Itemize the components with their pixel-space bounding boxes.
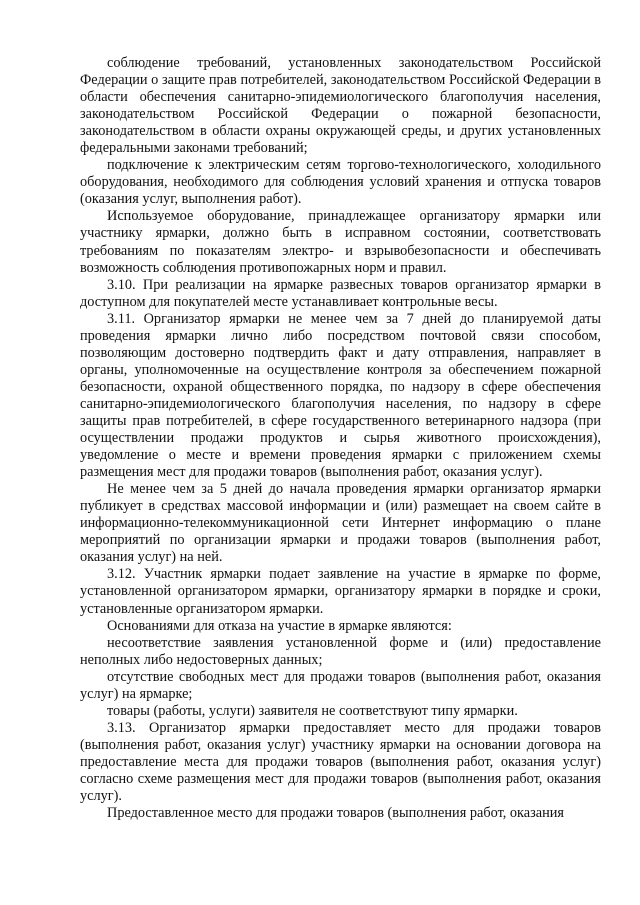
paragraph-refusal-form: несоответствие заявления установленной форме и (или) предоставление неполных либо недостоверных данных; [80, 634, 601, 668]
paragraph-3-13: 3.13. Организатор ярмарки предоставляет место для продажи товаров (выполнения работ, оказания услуг) участнику ярмарки на основании договора на предоставление места для продажи товаров (выполнения работ, оказания услуг) согласно схеме размещения мест для продажи товаров (выполнения работ, оказания услуг). [80, 719, 601, 805]
paragraph-publication: Не менее чем за 5 дней до начала проведения ярмарки организатор ярмарки публикует в средствах массовой информации и (или) размещает на своем сайте в информационно-телекоммуникационной сети Интернет информацию о плане мероприятий по организации ярмарки и продажи товаров (выполнения работ, оказания услуг) на ней. [80, 481, 601, 566]
paragraph-3-10: 3.10. При реализации на ярмарке развесных товаров организатор ярмарки в доступном для покупателей месте устанавливает контрольные весы. [80, 276, 601, 310]
paragraph-requirements-compliance: соблюдение требований, установленных законодательством Российской Федерации о защите прав потребителей, законодательством Российской Федерации в области обеспечения санитарно-эпидемиологического благополучия населения, законодательством Российской Федерации о пожарной безопасности, законодательством в области охраны окружающей среды, и других установленных федеральными законами требований; [80, 55, 601, 157]
paragraph-equipment: Используемое оборудование, принадлежащее организатору ярмарки или участнику ярмарки, должно быть в исправном состоянии, соответствовать требованиям по показателям электро- и взрывобезопасности и обеспечивать возможность соблюдения противопожарных норм и правил. [80, 208, 601, 276]
paragraph-refusal-no-places: отсутствие свободных мест для продажи товаров (выполнения работ, оказания услуг) на ярмарке; [80, 668, 601, 702]
paragraph-refusal-grounds: Основаниями для отказа на участие в ярмарке являются: [107, 617, 452, 634]
paragraph-provided-place: Предоставленное место для продажи товаров (выполнения работ, оказания [107, 805, 564, 822]
paragraph-electric-connection: подключение к электрическим сетям торгово-технологического, холодильного оборудования, необходимого для соблюдения условий хранения и отпуска товаров (оказания услуг, выполнения работ). [80, 157, 601, 208]
paragraph-refusal-type: товары (работы, услуги) заявителя не соответствуют типу ярмарки. [107, 702, 518, 719]
paragraph-3-11: 3.11. Организатор ярмарки не менее чем за 7 дней до планируемой даты проведения ярмарки лично либо посредством почтовой связи способом, позволяющим достоверно подтвердить факт и дату отправления, направляет в органы, уполномоченные на осуществление контроля за обеспечением пожарной безопасности, охраной общественного порядка, по надзору в сфере обеспечения санитарно-эпидемиологического благополучия населения, по надзору в сфере защиты прав потребителей, в сфере государственного ветеринарного надзора (при осуществлении продажи продуктов и сырья животного происхождения), уведомление о месте и времени проведения ярмарки с приложением схемы размещения мест для продажи товаров (выполнения работ, оказания услуг). [80, 310, 601, 481]
document-page [80, 55, 601, 822]
paragraph-3-12: 3.12. Участник ярмарки подает заявление на участие в ярмарке по форме, установленной организатором ярмарки, организатору ярмарки в порядке и сроки, установленные организатором ярмарки. [80, 566, 601, 617]
